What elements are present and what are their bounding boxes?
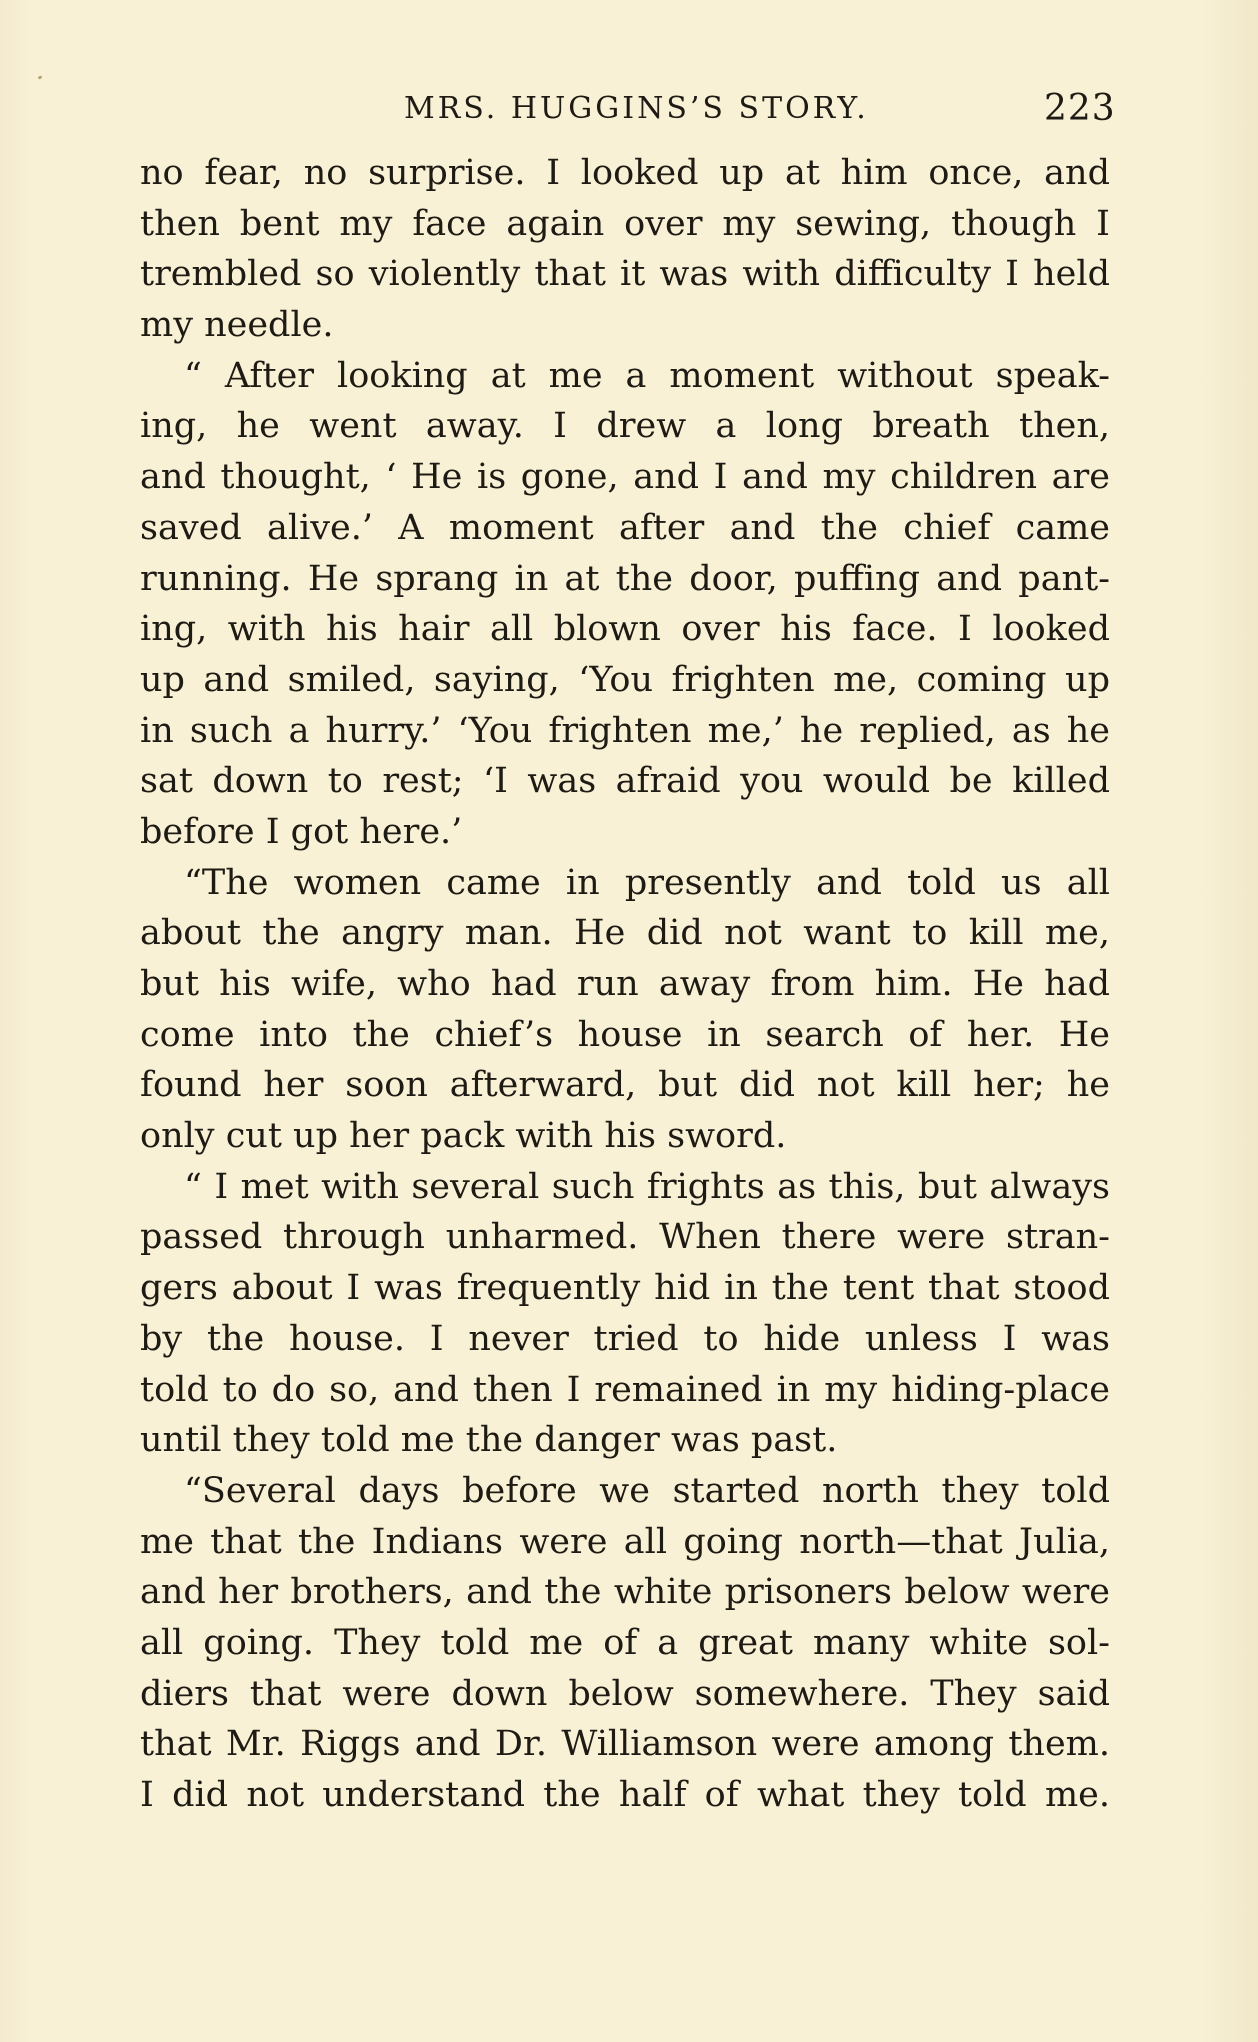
text-line: trembled so violently that it was with difficulty I held [140,254,1110,295]
text-line: before I got here.’ [140,811,463,852]
text-line: in such a hurry.’ ‘You frighten me,’ he replied, as he [140,710,1110,751]
text-line: gers about I was frequently hid in the tent that stood [140,1268,1110,1309]
text-line: that Mr. Riggs and Dr. Williamson were among them. [140,1724,1110,1765]
text-line: “The women came in presently and told us all [184,862,1110,903]
text-line: running. He sprang in at the door, puffing and pant- [140,558,1110,599]
text-line: no fear, no surprise. I looked up at him once, and [140,153,1110,193]
text-line: then bent my face again over my sewing, though I [140,203,1110,244]
text-line: and thought, ‘ He is gone, and I and my children are [140,457,1110,498]
page-number: 223 [1044,88,1116,129]
text-line: saved alive.’ A moment after and the chief came [140,507,1110,548]
text-line: by the house. I never tried to hide unless I was [140,1318,1110,1359]
text-line: passed through unharmed. When there were stran- [140,1217,1110,1258]
text-line: until they told me the danger was past. [140,1420,838,1461]
text-line: only cut up her pack with his sword. [140,1116,787,1157]
text-line: and her brothers, and the white prisoners below were [140,1572,1110,1613]
paper-speck [38,75,43,80]
running-head [0,84,1258,134]
text-line: ing, with his hair all blown over his face. I looked [140,609,1110,650]
text-line: I did not understand the half of what they told me. [140,1775,1110,1815]
text-line: come into the chief’s house in search of her. He [140,1014,1110,1055]
text-line: “Several days before we started north they told [184,1470,1110,1511]
text-line: found her soon afterward, but did not kill her; he [140,1065,1110,1106]
running-title: MRS. HUGGINS’S STORY. [404,91,869,126]
text-line: but his wife, who had run away from him. He had [140,964,1110,1004]
text-line: told to do so, and then I remained in my hiding-place [140,1369,1110,1410]
text-line: ing, he went away. I drew a long breath then, [140,406,1110,447]
text-line: “ After looking at me a moment without speak- [184,355,1110,396]
text-line: all going. They told me of a great many white sol- [140,1622,1110,1663]
text-line: about the angry man. He did not want to kill me, [140,913,1110,954]
text-line: my needle. [140,305,334,346]
text-line: up and smiled, saying, ‘You frighten me, coming up [140,659,1110,700]
text-line: sat down to rest; ‘I was afraid you would be killed [140,761,1110,802]
text-line: diers that were down below somewhere. They said [140,1673,1110,1714]
text-line: “ I met with several such frights as this, but always [184,1166,1110,1207]
body-text [140,148,1110,1821]
text-line: me that the Indians were all going north—that Julia, [140,1521,1110,1562]
